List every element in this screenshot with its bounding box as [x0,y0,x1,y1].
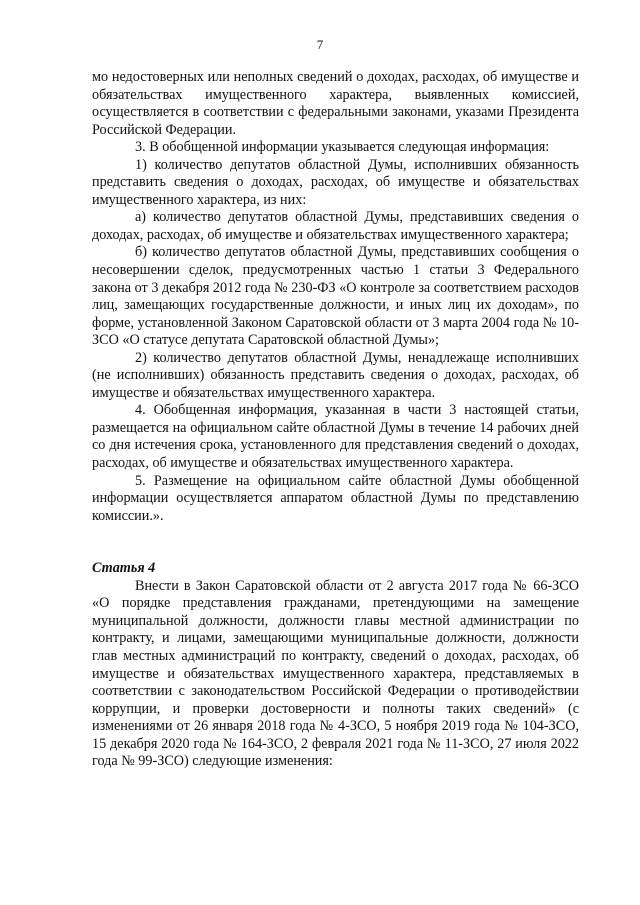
paragraph-part-5: 5. Размещение на официальном сайте областной Думы обобщенной информации осуществляется аппаратом областной Думы по представлению комиссии.». [92,472,579,524]
article-heading: Статья 4 [92,560,156,577]
paragraph-item-1: 1) количество депутатов областной Думы, исполнивших обязанность представить сведения о доходах, расходах, об имуществе и обязательствах имущественного характера, из них: [92,156,579,208]
paragraph-continuation: мо недостоверных или неполных сведений о доходах, расходах, об имуществе и обязательствах имущественного характера, выявленных комиссией, осуществляется в соответствии с федеральными законами, указами Президента Российской Федерации. [92,69,579,138]
paragraph-item-2: 2) количество депутатов областной Думы, ненадлежаще исполнивших (не исполнивших) обязанность представить сведения о доходах, расходах, об имуществе и обязательствах имущественного характера. [92,349,579,401]
paragraph-subitem-a: а) количество депутатов областной Думы, представивших сведения о доходах, расходах, об имуществе и обязательствах имущественного характера; [92,209,579,243]
paragraph-part-4: 4. Обобщенная информация, указанная в части 3 настоящей статьи, размещается на официальном сайте областной Думы в течение 14 рабочих дней со дня истечения срока, установленного для представления сведений о доходах, расходах, об имуществе и обязательствах имущественного характера. [92,402,579,472]
section-spacer [92,525,579,560]
paragraph-article-4: Внести в Закон Саратовской области от 2 августа 2017 года № 66-ЗСО «О порядке представления гражданами, претендующими на замещение муниципальной должности, должности главы местной администрации по контракту, и лицами, замещающими муниципальные должности, должности глав местных администраций по контракту, сведений о доходах, расходах, об имуществе и обязательствах имущественного характера, представляемых в соответствии с законодательством Российской Федерации о противодействии коррупции, и проверки достоверности и полноты таких сведений» (с изменениями от 26 января 2018 года № 4-ЗСО, 5 ноября 2019 года № 104-ЗСО, 15 декабря 2020 года № 164-ЗСО, 2 февраля 2021 года № 11-ЗСО, 27 июля 2022 года № 99-ЗСО) следующие изменения: [92,577,579,770]
page-number: 7 [316,37,324,52]
paragraph-part-3: 3. В обобщенной информации указывается следующая информация: [135,139,550,156]
document-body [92,69,579,771]
paragraph-subitem-b: б) количество депутатов областной Думы, представивших сообщения о несовершении сделок, предусмотренных частью 1 статьи 3 Федерального закона от 3 декабря 2012 года № 230-ФЗ «О контроле за соответствием расходов лиц, замещающих государственные должности, и иных лиц их доходам», по форме, установленной Законом Саратовской области от 3 марта 2004 года № 10-ЗСО «О статусе депутата Саратовской областной Думы»; [92,244,579,349]
